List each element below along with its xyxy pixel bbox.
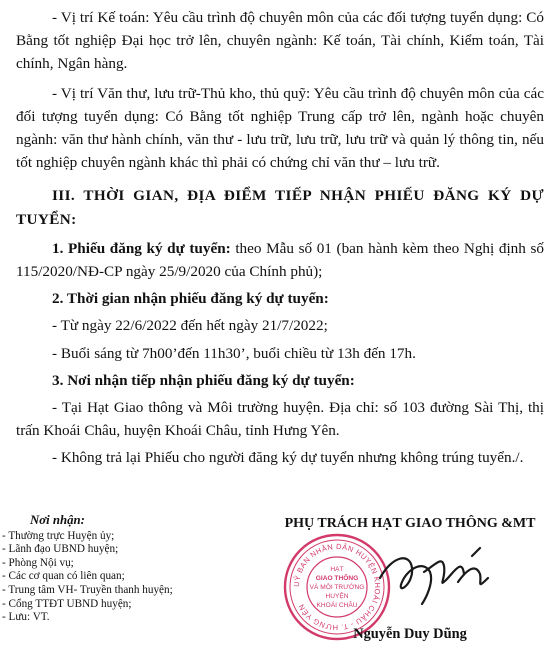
item-1-label: 1. Phiếu đăng ký dự tuyển:	[52, 239, 231, 257]
item-2-line-1: - Từ ngày 22/6/2022 đến hết ngày 21/7/2022;	[52, 317, 328, 335]
seal-center-line: HUYỆN	[325, 593, 349, 600]
seal-center-line: HẠT	[330, 566, 344, 573]
item-3-label: 3. Nơi nhận tiếp nhận phiếu đăng ký dự tuyển:	[52, 371, 355, 389]
item-3-line-2: - Không trả lại Phiếu cho người đăng ký dự tuyển nhưng không trúng tuyển./.	[52, 449, 524, 467]
handwritten-signature	[372, 538, 502, 618]
recipient-item: - Lãnh đạo UBND huyện;	[2, 543, 119, 556]
signer-role: PHỤ TRÁCH HẠT GIAO THÔNG &MT	[284, 516, 536, 531]
item-2-line-2: - Buổi sáng từ 7h00’đến 11h30’, buổi chiều từ 13h đến 17h.	[52, 344, 416, 362]
recipient-item: - Lưu: VT.	[2, 611, 50, 624]
recipients-block	[2, 514, 262, 625]
signer-name: Nguyễn Duy Dũng	[353, 626, 467, 642]
recipient-item: - Phòng Nội vụ;	[2, 556, 74, 569]
recipient-item: - Cổng TTĐT UBND huyện;	[2, 597, 132, 610]
document-body	[16, 6, 544, 474]
section-iii-heading: III. THỜI GIAN, ĐỊA ĐIỂM TIẾP NHẬN PHIẾU ĐĂNG KÝ DỰ TUYỂN:	[16, 187, 544, 228]
recipients-list	[2, 530, 262, 625]
item-1-text: theo Mẫu số 01 (ban hành kèm theo Nghị định số 115/2020/NĐ-CP ngày 25/9/2020 của Chính phủ);	[16, 239, 544, 281]
seal-center-line: GIAO THÔNG	[315, 575, 359, 582]
recipient-item: - Thường trực Huyện ủy;	[2, 529, 115, 542]
seal-center-line: VÀ MÔI TRƯỜNG	[309, 584, 365, 591]
item-1	[16, 237, 544, 283]
recipient-item: - Trung tâm VH- Truyền thanh huyện;	[2, 583, 173, 596]
paragraph-ke-toan: - Vị trí Kế toán: Yêu cầu trình độ chuyên môn của các đối tượng tuyển dụng: Có Bằng tốt nghiệp Đại học trở lên, chuyên ngành: Kế toán, Tài chính, Kiểm toán, Tài chính, Ngân hàng.	[16, 9, 544, 73]
signature-block	[262, 514, 558, 654]
seal-center-line: KHOÁI CHÂU	[316, 602, 358, 609]
paragraph-van-thu: - Vị trí Văn thư, lưu trữ-Thủ kho, thủ quỹ: Yêu cầu trình độ chuyên môn của các đối tượng tuyển dụng: Có Bằng tốt nghiệp Trung cấp trở lên, ngành hoặc chuyên ngành: văn thư hành chính, văn thư - lưu trữ, lưu trữ, lưu trữ và quản lý thông tin, nếu tốt nghiệp chuyên ngành khác thì phải có chứng chỉ văn thư – lưu trữ.	[16, 84, 544, 172]
recipients-title: Nơi nhận:	[30, 513, 85, 527]
seal-ring-text: UỶ BAN NHÂN DÂN HUYỆN KHOÁI CHÂU - T. HƯNG YÊN	[291, 541, 383, 633]
recipient-item: - Các cơ quan có liên quan;	[2, 570, 125, 583]
item-2-label: 2. Thời gian nhận phiếu đăng ký dự tuyển:	[52, 290, 329, 308]
item-3-line-1: - Tại Hạt Giao thông và Môi trường huyện. Địa chỉ: số 103 đường Sài Thị, thị trấn Khoái Châu, huyện Khoái Châu, tỉnh Hưng Yên.	[16, 399, 544, 440]
